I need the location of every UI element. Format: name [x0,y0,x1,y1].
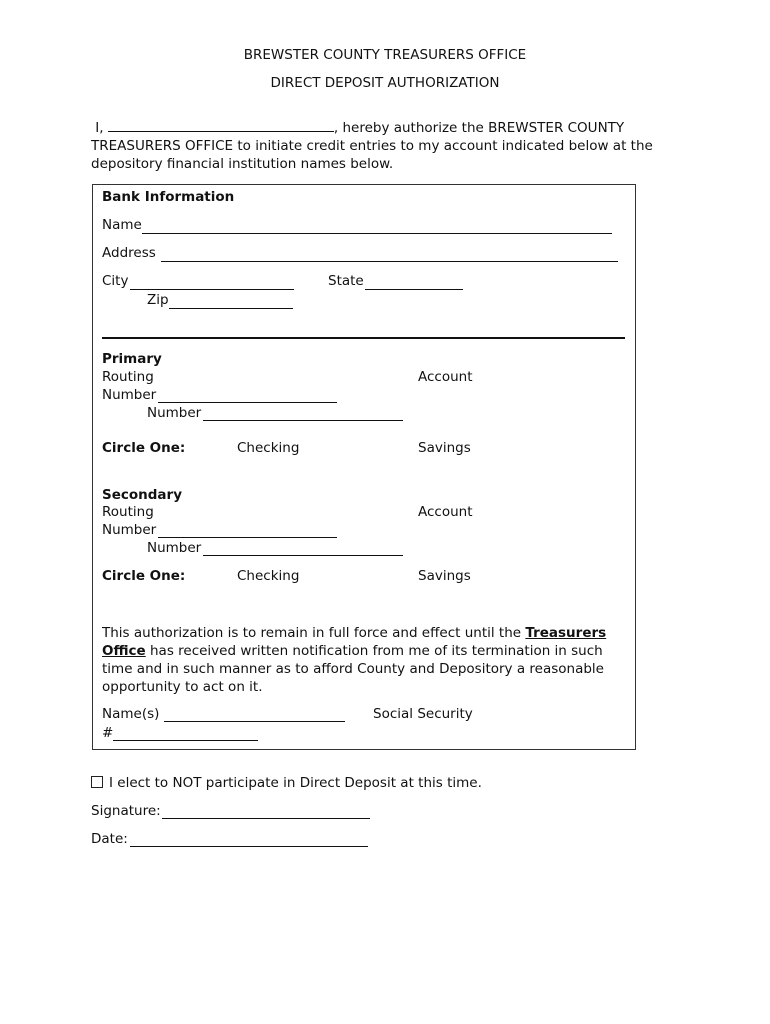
secondary-account-number-label: Number [147,540,202,556]
secondary-checking-option[interactable]: Checking [237,568,300,584]
secondary-circle-label: Circle One: [102,568,186,584]
primary-savings-option[interactable]: Savings [418,440,471,456]
intro-prefix: I, [95,120,104,136]
names-line[interactable] [164,720,345,722]
authorizer-name-line[interactable] [108,130,334,132]
bank-name-line[interactable] [142,232,612,234]
primary-routing-line[interactable] [158,401,337,403]
bank-name-label: Name [102,217,142,233]
opt-out-row[interactable] [91,775,482,791]
primary-routing-label: Routing [102,369,154,385]
bank-heading: Bank Information [102,189,235,205]
bank-city-label: City [102,273,129,289]
secondary-routing-number-label: Number [102,522,157,538]
primary-account-line[interactable] [203,419,403,421]
opt-out-checkbox[interactable] [91,776,103,788]
bank-city-line[interactable] [130,288,294,290]
date-label: Date: [91,831,128,847]
primary-heading: Primary [102,351,162,367]
bank-zip-label: Zip [147,292,169,308]
intro-paragraph [91,119,691,173]
signature-line[interactable] [162,817,370,819]
bank-state-label: State [328,273,364,289]
header-subtitle: DIRECT DEPOSIT AUTHORIZATION [270,75,500,91]
authorization-text-after: has received written notification from me of its termination in such time and in such manner as to afford County and Depository a reasonable opportunity to act on it. [102,643,604,695]
bank-state-line[interactable] [365,288,463,290]
secondary-savings-option[interactable]: Savings [418,568,471,584]
secondary-routing-line[interactable] [158,536,337,538]
signature-label: Signature: [91,803,161,819]
secondary-account-label: Account [418,504,473,520]
primary-circle-label: Circle One: [102,440,186,456]
secondary-heading: Secondary [102,487,182,503]
opt-out-text: I elect to NOT participate in Direct Deposit at this time. [109,775,482,791]
ssn-label: Social Security [373,706,473,722]
authorization-text-before: This authorization is to remain in full force and effect until the [102,625,526,641]
secondary-account-line[interactable] [203,554,403,556]
authorization-paragraph [102,624,632,696]
header-title: BREWSTER COUNTY TREASURERS OFFICE [243,47,527,63]
primary-account-label: Account [418,369,473,385]
treasurers-office-text: Treasurers Office [102,625,607,659]
ssn-line[interactable] [113,739,258,741]
ssn-hash-label: # [102,725,114,741]
secondary-routing-label: Routing [102,504,154,520]
bank-zip-line[interactable] [169,307,293,309]
primary-routing-number-label: Number [102,387,157,403]
intro-text: , hereby authorize the BREWSTER COUNTY TREASURERS OFFICE to initiate credit entries to my account indicated below at the depository financial institution names below. [91,120,653,172]
date-line[interactable] [130,845,368,847]
names-label: Name(s) [102,706,160,722]
bank-address-label: Address [102,245,156,261]
primary-account-number-label: Number [147,405,202,421]
bank-address-line[interactable] [161,260,618,262]
section-divider [102,337,625,339]
primary-checking-option[interactable]: Checking [237,440,300,456]
